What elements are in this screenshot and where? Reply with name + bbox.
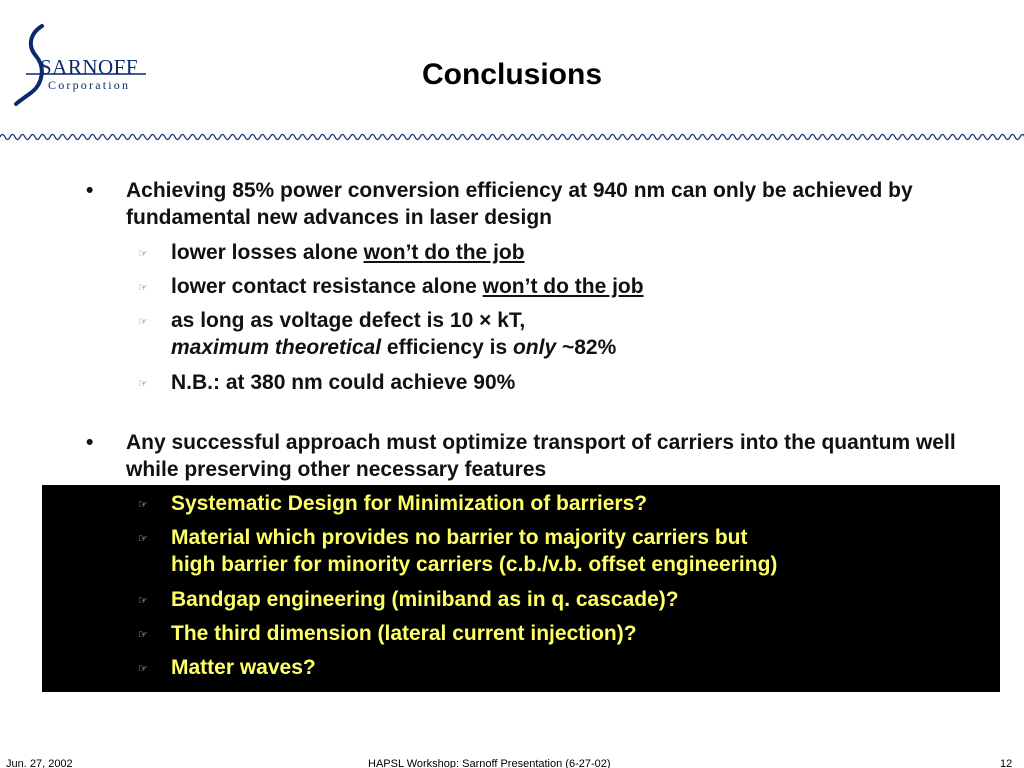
sub-bullet-text: The third dimension (lateral current injection)? — [171, 622, 637, 645]
sub-bullet-2-5 — [138, 654, 988, 681]
sub-bullet-2-2 — [138, 524, 988, 578]
sub-bullet-text: ~82% — [556, 336, 617, 359]
sub-bullet-italic: only — [512, 336, 557, 359]
footer-page-number: 12 — [1000, 758, 1013, 768]
sub-bullet-text: Matter waves? — [171, 656, 316, 679]
bullet-2 — [80, 429, 980, 483]
wavy-divider — [0, 130, 1024, 144]
sub-bullet-2-4 — [138, 620, 988, 647]
sub-bullet-emphasis: won’t do the job — [482, 275, 644, 298]
sub-bullet-text: Systematic Design for Minimization of barriers? — [171, 492, 648, 515]
pointing-hand-icon: ☞ — [138, 595, 148, 607]
sub-bullet-text: lower losses alone — [171, 241, 364, 264]
sub-bullet-text: N.B.: at 380 nm could achieve 90% — [171, 371, 516, 394]
sub-bullet-text: as long as voltage defect is 10 × kT, — [171, 309, 526, 332]
sub-bullet-text: Material which provides no barrier to majority carriers but — [171, 526, 748, 549]
bullet-2-text: Any successful approach must optimize transport of carriers into the quantum well while preserving other necessary features — [126, 431, 956, 481]
pointing-hand-icon: ☞ — [138, 316, 148, 328]
sub-bullet-text: efficiency is — [381, 336, 513, 359]
pointing-hand-icon: ☞ — [138, 378, 148, 390]
sub-bullet-italic: maximum theoretical — [171, 336, 382, 359]
sub-bullet-2-1 — [138, 490, 988, 517]
sub-bullet-2-3 — [138, 586, 988, 613]
page-title: Conclusions — [421, 58, 602, 91]
sub-bullet-1-3 — [138, 307, 988, 361]
sub-bullet-text: lower contact resistance alone — [171, 275, 483, 298]
sub-bullet-text: high barrier for minority carriers (c.b./v.b. offset engineering) — [171, 553, 778, 576]
logo-name: SARNOFF — [40, 55, 139, 79]
bullet-dot-icon: • — [86, 179, 94, 202]
bullet-1 — [80, 177, 980, 231]
sub-bullet-text: Bandgap engineering (miniband as in q. cascade)? — [171, 588, 679, 611]
pointing-hand-icon: ☞ — [138, 282, 148, 294]
sub-bullet-1-4 — [138, 369, 988, 396]
footer-date: Jun. 27, 2002 — [6, 758, 73, 768]
pointing-hand-icon: ☞ — [138, 663, 148, 675]
pointing-hand-icon: ☞ — [138, 499, 148, 511]
sub-bullet-emphasis: won’t do the job — [363, 241, 525, 264]
footer-center: HAPSL Workshop: Sarnoff Presentation (6-27-02) — [368, 758, 611, 768]
pointing-hand-icon: ☞ — [138, 248, 148, 260]
bullet-dot-icon: • — [86, 431, 94, 454]
pointing-hand-icon: ☞ — [138, 629, 148, 641]
logo-subtitle: Corporation — [48, 78, 131, 92]
sub-bullet-1-1 — [138, 239, 988, 266]
sub-bullet-1-2 — [138, 273, 988, 300]
pointing-hand-icon: ☞ — [138, 533, 148, 545]
bullet-1-text: Achieving 85% power conversion efficiency at 940 nm can only be achieved by fundamental new advances in laser design — [126, 179, 913, 229]
